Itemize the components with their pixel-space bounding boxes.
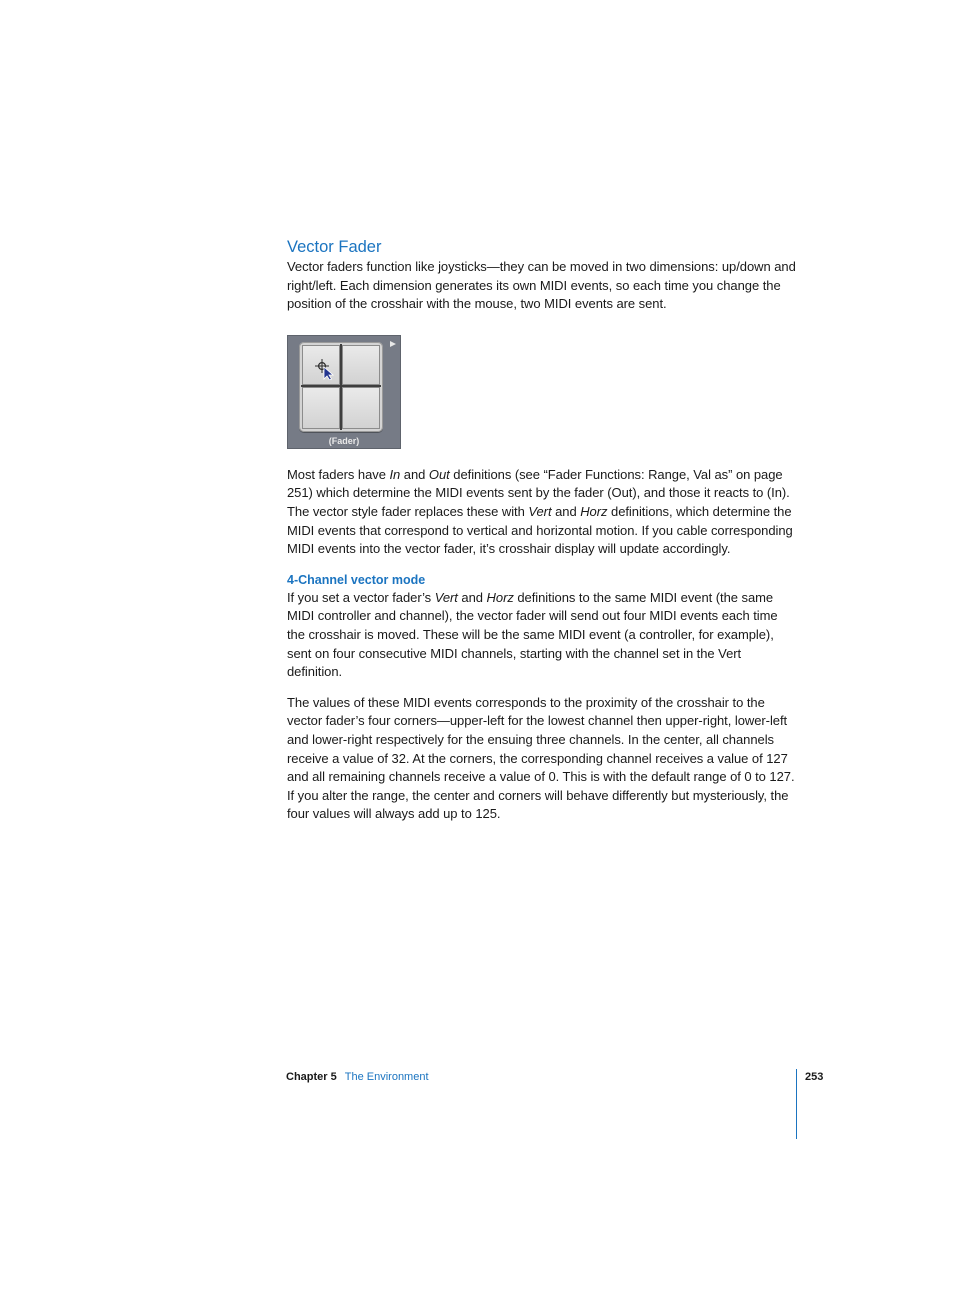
vector-fader-figure [287, 335, 401, 449]
fader-label: (Fader) [328, 435, 360, 446]
pad-horizontal-divider [301, 385, 381, 387]
page-content [287, 236, 797, 824]
page-footer [286, 1070, 429, 1084]
section-title: Vector Fader [287, 238, 382, 256]
pad-quadrant-lower-right [342, 387, 380, 429]
in-out-paragraph: Most faders have In and Out definitions (see “Fader Functions: Range, Val as” on page 251) which determine the MIDI events sent by the fader (Out), and those it reacts to (In). The vector style fader replaces these with Vert and Horz definitions, which determine the MIDI events that correspond to vertical and horizontal motion. If you cable corresponding MIDI events into the vector fader, it’s crosshair display will update accordingly. [287, 466, 793, 557]
intro-paragraph: Vector faders function like joysticks—they can be moved in two dimensions: up/down and right/left. Each dimension generates its own MIDI events, so each time you change the position of the crosshair with the mouse, two MIDI events are sent. [287, 259, 796, 312]
crosshair-cursor-icon [315, 358, 335, 380]
triangle-arrow-icon [390, 341, 396, 347]
chapter-title: The Environment [344, 1071, 429, 1083]
pad-vertical-divider [340, 344, 342, 430]
pad-quadrant-lower-left [302, 387, 340, 429]
corner-values-paragraph: The values of these MIDI events corresponds to the proximity of the crosshair to the vector fader’s four corners—upper-left for the lowest channel then upper-right, lower-left and lower-right respectively for the ensuing three channels. In the center, all channels receive a value of 32. At the corners, the corresponding channel receives a value of 127 and all remaining channels receive a value of 0. This is with the default range of 0 to 127. If you alter the range, the center and corners will behave differently but mysteriously, the four values will always add up to 125. [287, 694, 795, 822]
vector-fader-pad [299, 342, 383, 432]
page-number: 253 [805, 1071, 824, 1083]
four-channel-paragraph: If you set a vector fader’s Vert and Horz definitions to the same MIDI event (the same MIDI controller and channel), the vector fader will send out four MIDI events each time the crosshair is moved. These will be the same MIDI event (a controller, for example), sent on four consecutive MIDI channels, starting with the channel set in the Vert definition. [287, 589, 778, 680]
chapter-number: Chapter 5 [286, 1071, 337, 1083]
footer-divider [796, 1069, 797, 1139]
pad-quadrant-upper-right [342, 345, 380, 385]
subsection-title: 4-Channel vector mode [287, 572, 426, 587]
